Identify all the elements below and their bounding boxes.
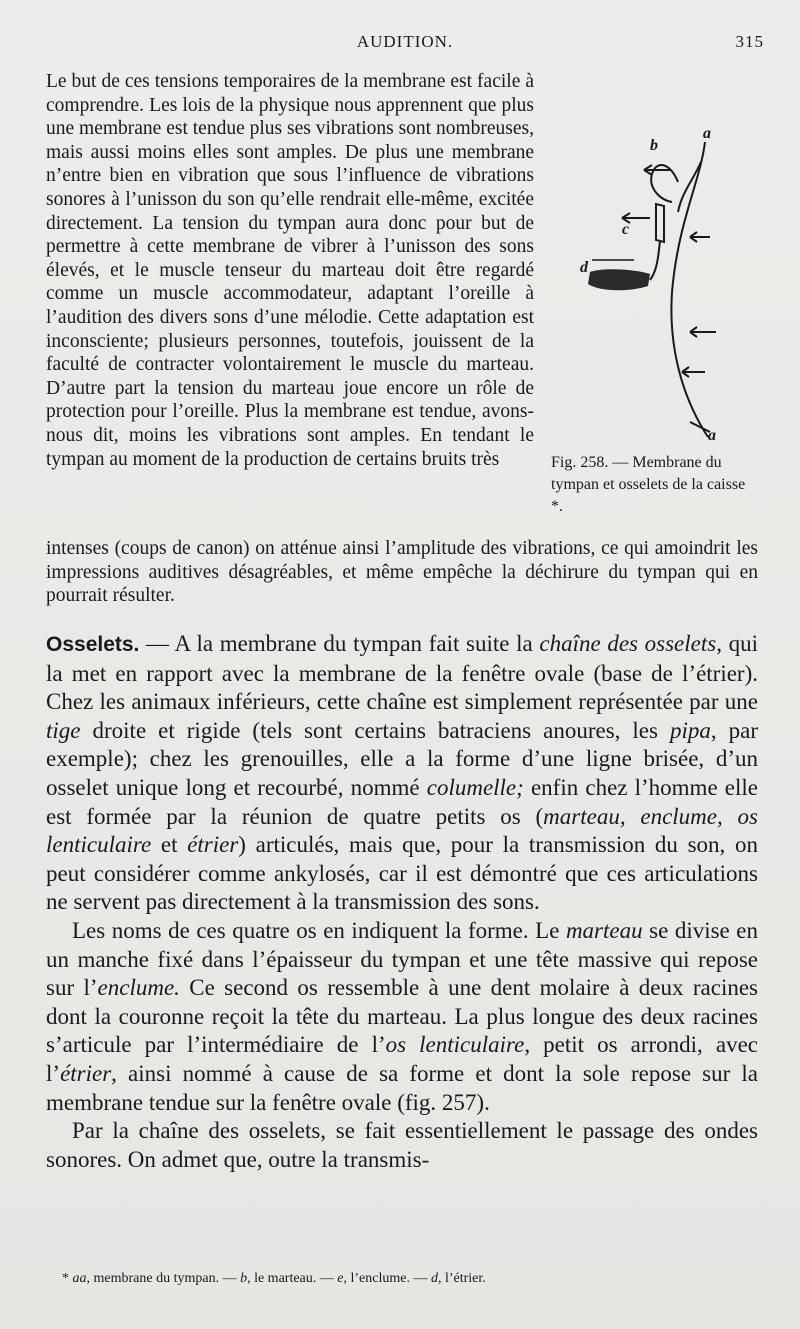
text-run: , qui la met en rapport avec la membrane de la fenêtre ovale (base de l’étrier). Chez les animaux inférieurs, cette chaîne est simplement représentée par une [46, 631, 758, 715]
figure-caption: Fig. 258. — Membrane du tympan et osselets de la caisse *. [551, 454, 746, 515]
italic-run: e [337, 1271, 344, 1286]
italic-run: columelle; [426, 774, 524, 800]
tympan-ossicles-figure [560, 122, 770, 452]
paragraph-tension-narrow [46, 70, 534, 471]
label-d: d [580, 259, 588, 276]
text-run: — A la membrane du tympan fait suite la [139, 631, 540, 656]
label-b: b [650, 137, 658, 154]
italic-run: pipa [669, 717, 711, 743]
label-c: c [622, 221, 630, 238]
text-run: , petit os arrondi, avec l’ [46, 1032, 759, 1086]
label-a-bottom: a [708, 427, 716, 444]
chain-paragraph: Par la chaîne des osselets, se fait essentiellement le passage des ondes sonores. On admet que, outre la transmis- [46, 1118, 758, 1172]
italic-run: marteau [565, 917, 643, 943]
running-header [46, 32, 764, 58]
italic-run: marteau, enclume, os lenticulaire [46, 803, 758, 858]
stapes-arm [650, 240, 660, 280]
italic-run: enclume. [97, 975, 180, 1001]
text-run: * [62, 1271, 73, 1286]
text-run: , ainsi nommé à cause de sa forme et dont la sole repose sur la membrane tendue sur la fenêtre ovale (fig. 257). [46, 1060, 758, 1115]
incus-root [656, 204, 664, 242]
arrow-right-1 [690, 232, 710, 242]
text-run: et [151, 832, 188, 858]
italic-run: b [240, 1271, 248, 1286]
paragraph-text: Le but de ces tensions temporaires de la membrane est facile à comprendre. Les lois de la physique nous apprennent que plus une membrane est tendue plus ses vibrations sont nombreuses, mais aussi moins elles sont amples. De plus une membrane n’entre bien en vibration que sous l’influence de vibrations sonores à l’unisson du son qu’elle rendrait elle-même, excitée directement. La tension du tympan aura donc pour but de permettre à cette membrane de vibrer à l’unisson des sons élevés, et le muscle tenseur du marteau doit être regardé comme un muscle accommodateur, adaptant l’oreille à l’audition des divers sons d’une mélodie. Cette adaptation est inconsciente; plusieurs personnes, toutefois, jouissent de la faculté de contracter volontairement le muscle du marteau. D’autre part la tension du marteau joue encore un rôle de protection pour l’oreille. Plus la membrane est tendue, avons-nous dit, moins les vibrations sont amples. En tendant le tympan au moment de la production de certains bruits très [46, 71, 534, 470]
italic-run: tige [46, 717, 81, 743]
osselets-paragraph [46, 630, 758, 917]
label-a-top: a [703, 125, 711, 142]
italic-run: aa [72, 1271, 87, 1286]
membrane-line [671, 142, 708, 437]
text-run: , par exemple); chez les grenouilles, elle a la forme d’une ligne brisée, d’un osselet unique long et recourbé, nommé [46, 717, 758, 800]
arrow-right-3 [682, 367, 705, 377]
italic-run: chaîne des osselets [539, 631, 717, 656]
text-run: droite et rigide (tels sont certains batraciens anoures, les [80, 717, 670, 743]
arrow-right-2 [690, 327, 716, 337]
text-run: Ce second os ressemble à une dent molaire à deux racines dont la couronne reçoit la tête du marteau. La plus longue des deux racines s’articule par l’intermédiaire de l’ [46, 975, 758, 1058]
text-run: se divise en un manche fixé dans l’épaisseur du tympan et une tête massive qui repose sur l’ [46, 917, 758, 1001]
italic-run: os lenticulaire [385, 1032, 525, 1058]
italic-run: étrier [60, 1060, 112, 1086]
text-run: , l’étrier. [437, 1271, 486, 1286]
bone-names-paragraph [46, 917, 758, 1117]
paragraph-text: intenses (coups de canon) on atténue ainsi l’amplitude des vibrations, ce qui amoindrit les impressions auditives désagréables, et même empêche la déchirure du tympan qui en pourrait résulter. [46, 538, 758, 607]
page-number: 315 [735, 32, 764, 51]
text-run: , membrane du tympan. — [86, 1271, 241, 1286]
stapes-footplate [588, 269, 650, 290]
text-run: Les noms de ces quatre os en indiquent la forme. Le [72, 917, 566, 943]
section-heading: Osselets. [46, 633, 140, 656]
italic-run: étrier [187, 832, 239, 858]
italic-run: d [430, 1271, 438, 1286]
text-run: , le marteau. — [247, 1271, 338, 1286]
paragraph-tension-wide [46, 537, 758, 608]
footnote [62, 1270, 762, 1288]
section-osselets [46, 630, 758, 1174]
text-run: , l’enclume. — [343, 1271, 431, 1286]
text-run: ) articulés, mais que, pour la transmission du son, on peut considérer comme ankylosés, car il est démontré que ces articulations ne servent pas directement à la transmission des sons. [46, 832, 758, 915]
running-title: AUDITION. [356, 32, 454, 51]
text-run: enfin chez l’homme elle est formée par la réunion de quatre petits os ( [46, 774, 758, 829]
